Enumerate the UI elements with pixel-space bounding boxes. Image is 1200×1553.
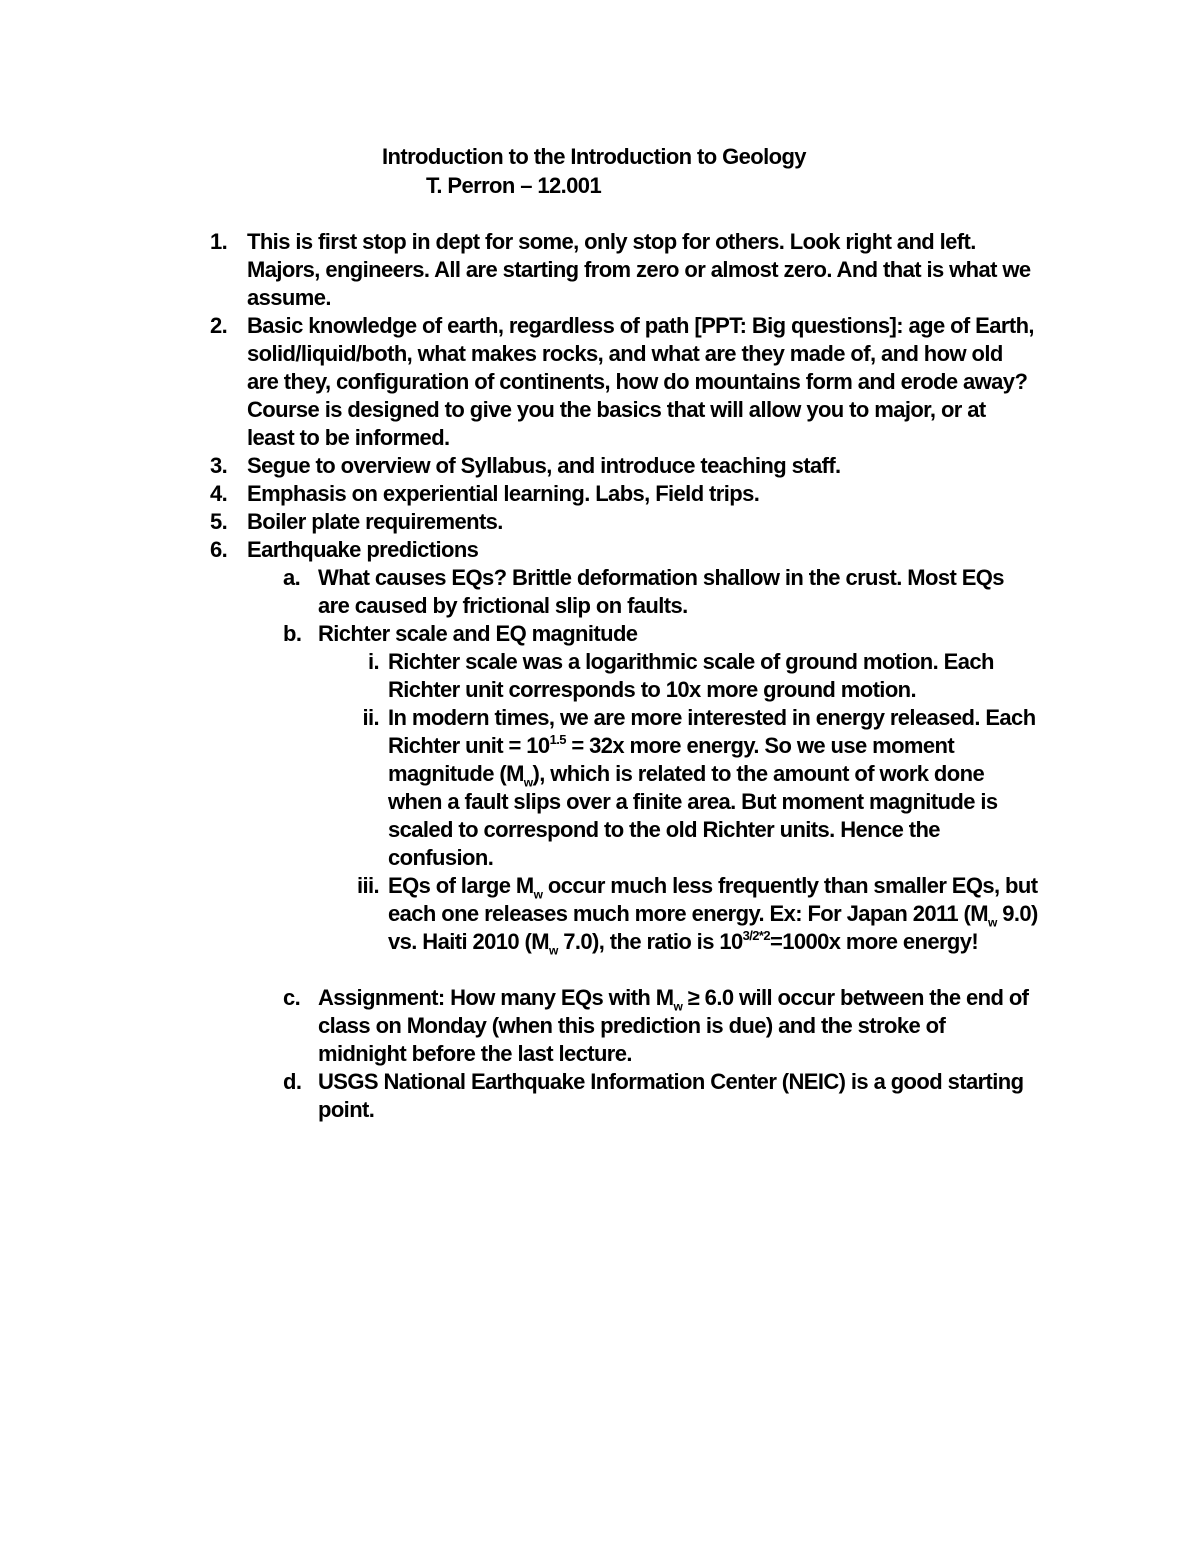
list-item (210, 508, 1037, 536)
subscript: w (673, 999, 683, 1014)
list-item-number: 2. (210, 313, 228, 338)
subscript: w (523, 775, 533, 790)
document-title: Introduction to the Introduction to Geology (382, 144, 806, 169)
list-item-number: 3. (210, 453, 228, 478)
roman-list-item (356, 872, 1038, 958)
roman-list-item-numeral: iii. (356, 873, 379, 898)
list-item-text: Segue to overview of Syllabus, and introduce teaching staff. (247, 453, 841, 478)
list-item-number: 1. (210, 229, 228, 254)
sub-list-item (283, 984, 1038, 1068)
list-item-number: 4. (210, 481, 228, 506)
list-item (210, 480, 1037, 508)
exponent: 1.5 (549, 731, 566, 747)
list-item-text: This is first stop in dept for some, only stop for others. Look right and left. Majors, engineers. All are starting from zero or almost zero. And that is what we assume. (247, 229, 1031, 310)
list-item (210, 228, 1037, 312)
exponent: 3/2*2 (742, 927, 770, 943)
sub-list-item-letter: a. (283, 565, 301, 590)
sub-list-item (283, 564, 1038, 620)
list-item (210, 312, 1037, 452)
sub-list-item-letter: d. (283, 1069, 302, 1094)
sub-list-item-text: Richter scale and EQ magnitude (318, 621, 638, 646)
roman-list-item (367, 648, 1038, 704)
roman-list-item-text: In modern times, we are more interested in energy released. Each Richter unit = $10^{1.5} = 32x$ more energy. So we use moment magnitude $(M_w)$, which is related to the amount of work done when a fault slips over a finite area. But moment magnitude is scaled to correspond to the old Richter units. Hence the confusion. (388, 705, 1036, 870)
list-item-number: 5. (210, 509, 228, 534)
list-item (210, 536, 1037, 564)
list-item-text: Basic knowledge of earth, regardless of path [PPT: Big questions]: age of Earth, solid/liquid/both, what makes rocks, and what are they made of, and how old are they, configuration of continents, how do mountains form and erode away? Course is designed to give you the basics that will allow you to major, or at least to be informed. (247, 313, 1034, 450)
roman-list-item (362, 704, 1038, 872)
roman-list-item-text: EQs of large $M_w$ occur much less frequently than smaller EQs, but each one releases much more energy. Ex: For Japan 2011 ($M_w$ 9.0) vs. Haiti 2010 ($M_w$ 7.0), the ratio is $10^{3/2*2}=1000x$ more energy! (388, 873, 1038, 958)
sub-list-item-text: USGS National Earthquake Information Center (NEIC) is a good starting point. (318, 1069, 1024, 1122)
document-author-line: T. Perron – 12.001 (426, 173, 602, 198)
list-item (210, 452, 1037, 480)
document-header (382, 142, 882, 200)
sub-list-item-text: What causes EQs? Brittle deformation shallow in the crust. Most EQs are caused by frictional slip on faults. (318, 565, 1004, 618)
sub-list-item (283, 1068, 1038, 1124)
sub-list-item-letter: c. (283, 985, 301, 1010)
subscript: w (533, 887, 543, 902)
list-item-text: Earthquake predictions (247, 537, 479, 562)
subscript: w (549, 943, 558, 958)
roman-list-item-text: Richter scale was a logarithmic scale of ground motion. Each Richter unit corresponds to 10x more ground motion. (388, 649, 994, 702)
roman-list-item-numeral: i. (367, 649, 379, 674)
sub-list-item (283, 620, 1038, 648)
roman-list-item-numeral: ii. (362, 705, 379, 730)
list-item-text: Emphasis on experiential learning. Labs, Field trips. (247, 481, 760, 506)
sub-list-item-text: Assignment: How many EQs with $M_w \ge 6.0$ will occur between the end of class on Monday (when this prediction is due) and the stroke of midnight before the last lecture. (318, 985, 1029, 1066)
list-item-number: 6. (210, 537, 228, 562)
sub-list-item-letter: b. (283, 621, 302, 646)
list-item-text: Boiler plate requirements. (247, 509, 503, 534)
subscript: w (988, 915, 997, 930)
